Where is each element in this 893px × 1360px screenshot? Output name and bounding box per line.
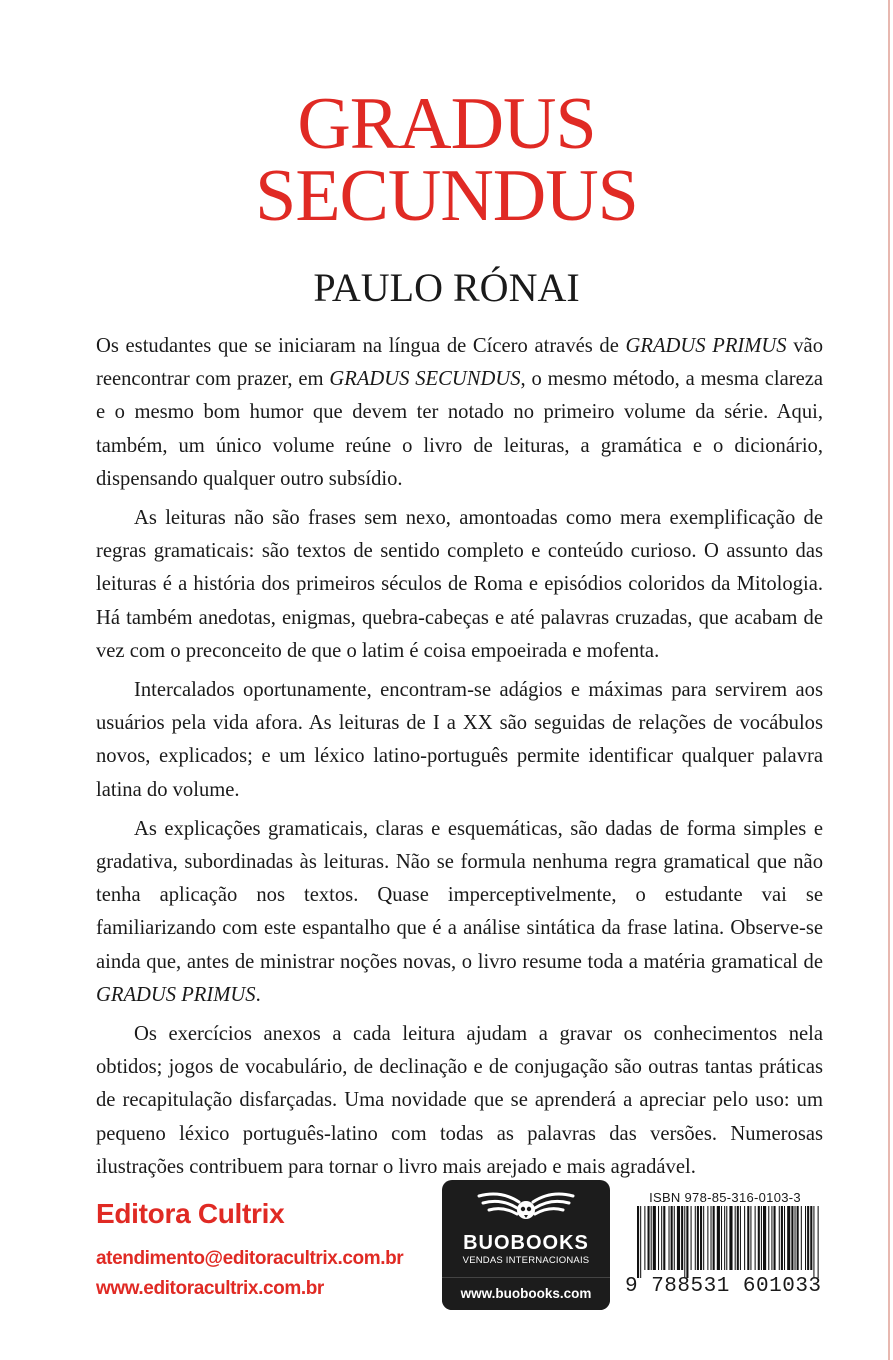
barcode-bar xyxy=(691,1206,692,1270)
barcode-bar xyxy=(771,1206,772,1270)
barcode-bar xyxy=(813,1206,814,1278)
book-ref-gradus-primus: GRADUS PRIMUS xyxy=(625,335,787,357)
publisher-name: Editora Cultrix xyxy=(96,1198,285,1229)
barcode-bars xyxy=(633,1206,823,1278)
barcode-bar xyxy=(658,1206,659,1270)
barcode-bar xyxy=(787,1206,790,1270)
paragraph-2: As leituras não são frases sem nexo, amontoadas como mera exemplificação de regras gramaticais: são textos de sentido completo e conteúdo curioso. O assunto das leituras é a história dos primeiros séculos de Roma e episódios coloridos da Mitologia. Há também anedotas, enigmas, quebra-cabeças e até palavras cruzadas, que acabam de vez com o preconceito de que o latim é coisa empoeirada e mofenta. xyxy=(96,507,823,662)
barcode-bar xyxy=(791,1206,793,1270)
barcode-bar xyxy=(663,1206,665,1270)
barcode-bar xyxy=(768,1206,769,1270)
paragraph-4: As explicações gramaticais, claras e esquemáticas, são dadas de forma simples e gradativa, subordinadas às leituras. Não se formula nenhuma regra gramatical que não tenha aplicação nos textos. Quase imperceptivelmente, o estudante vai se familiarizando com este espantalho que é a análise sintática da frase latina. Observe-se ainda que, antes de ministrar noções novas, o livro resume toda a matéria gramatical de GRADUS PRIMUS. xyxy=(96,817,823,1006)
barcode-bar xyxy=(648,1206,650,1270)
barcode-bar xyxy=(713,1206,715,1270)
barcode-bar xyxy=(750,1206,751,1270)
buobooks-tagline: VENDAS INTERNACIONAIS xyxy=(462,1255,590,1266)
publisher-website: www.editoracultrix.com.br xyxy=(96,1278,324,1299)
barcode-bar xyxy=(818,1206,819,1278)
barcode-bar xyxy=(640,1206,641,1278)
barcode-bar xyxy=(779,1206,780,1270)
barcode-bar xyxy=(744,1206,745,1270)
barcode-bar xyxy=(669,1206,670,1270)
barcode-bar xyxy=(810,1206,812,1270)
barcode-bar xyxy=(784,1206,785,1270)
barcode-bar xyxy=(761,1206,762,1270)
blurb-text xyxy=(96,330,823,1190)
barcode-bar xyxy=(695,1206,696,1270)
barcode-bar xyxy=(661,1206,662,1270)
barcode-bar xyxy=(763,1206,766,1270)
barcode-bar xyxy=(717,1206,720,1270)
publisher-email: atendimento@editoracultrix.com.br xyxy=(96,1248,404,1269)
barcode-bar xyxy=(674,1206,675,1270)
book-ref-gradus-primus: GRADUS PRIMUS xyxy=(96,983,256,1006)
barcode-bar xyxy=(684,1206,685,1278)
barcode-bar xyxy=(653,1206,656,1270)
barcode-bar xyxy=(703,1206,704,1270)
author-name: PAULO RÓNAI xyxy=(313,265,580,310)
barcode-bar xyxy=(644,1206,645,1270)
owl-wings-icon xyxy=(471,1188,581,1230)
barcode-bar xyxy=(721,1206,722,1270)
title-line-2: SECUNDUS xyxy=(255,155,638,237)
barcode-bar xyxy=(637,1206,639,1278)
paragraph-5: Os exercícios anexos a cada leitura ajudam a gravar os conhecimentos nela obtidos; jogos de vocabulário, de declinação e de conjugação são outras tantas práticas de recapitulação disfarçadas. Uma novidade que se aprenderá a apreciar pelo uso: um pequeno léxico português-latino com todas as palavras das versões. Numerosas ilustrações contribuem para tornar o livro mais arejado e mais agradável. xyxy=(96,1023,823,1178)
barcode-bar xyxy=(686,1206,688,1278)
barcode-bar xyxy=(700,1206,702,1270)
title-line-1: GRADUS xyxy=(297,83,596,165)
barcode-bar xyxy=(729,1206,732,1270)
barcode-bar xyxy=(774,1206,776,1270)
barcode-bar xyxy=(795,1206,796,1270)
publisher-info xyxy=(96,1196,403,1304)
barcode-bar xyxy=(697,1206,699,1270)
buobooks-badge xyxy=(442,1180,610,1310)
book-ref-gradus-secundus: GRADUS SECUNDUS xyxy=(329,368,521,391)
paragraph-3: Intercalados oportunamente, encontram-se adágios e máximas para servirem aos usuários pela vida afora. As leituras de I a XX são seguidas de relações de vocábulos novos, explicados; e um léxico latino-português permite identificar qualquer palavra latina do volume. xyxy=(96,679,823,801)
barcode-bar xyxy=(651,1206,652,1270)
barcode-bar xyxy=(677,1206,680,1270)
barcode-bar xyxy=(707,1206,708,1270)
barcode-bar xyxy=(755,1206,756,1270)
barcode-bar xyxy=(740,1206,741,1270)
isbn-label: ISBN 978-85-316-0103-3 xyxy=(649,1190,801,1205)
barcode-bar xyxy=(671,1206,673,1270)
barcode-bar xyxy=(758,1206,760,1270)
book-title xyxy=(0,83,893,237)
barcode-bar xyxy=(735,1206,736,1270)
barcode-bar xyxy=(711,1206,712,1270)
barcode-bar xyxy=(781,1206,783,1270)
buobooks-name: BUOBOOKS xyxy=(463,1232,589,1254)
barcode-bar xyxy=(681,1206,683,1270)
barcode-bar xyxy=(807,1206,809,1270)
barcode-bar xyxy=(801,1206,802,1270)
paragraph-1: Os estudantes que se iniciaram na língua de Cícero através de GRADUS PRIMUS vão reencontrar com prazer, em GRADUS SECUNDUS, o mesmo método, a mesma clareza e o mesmo bom humor que devem ter notado no primeiro volume da série. Aqui, também, um único volume reúne o livro de leituras, a gramática e o dicionário, dispensando qualquer outro subsídio. xyxy=(96,335,824,490)
barcode-bar xyxy=(797,1206,799,1270)
barcode-bar xyxy=(805,1206,806,1270)
barcode-digits: 9 788531 601033 xyxy=(625,1275,822,1298)
barcode-bar xyxy=(724,1206,725,1270)
barcode-bar xyxy=(737,1206,739,1270)
isbn-barcode xyxy=(625,1190,825,1308)
buobooks-url: www.buobooks.com xyxy=(460,1286,592,1301)
barcode-bar xyxy=(726,1206,727,1270)
barcode-bar xyxy=(747,1206,749,1270)
